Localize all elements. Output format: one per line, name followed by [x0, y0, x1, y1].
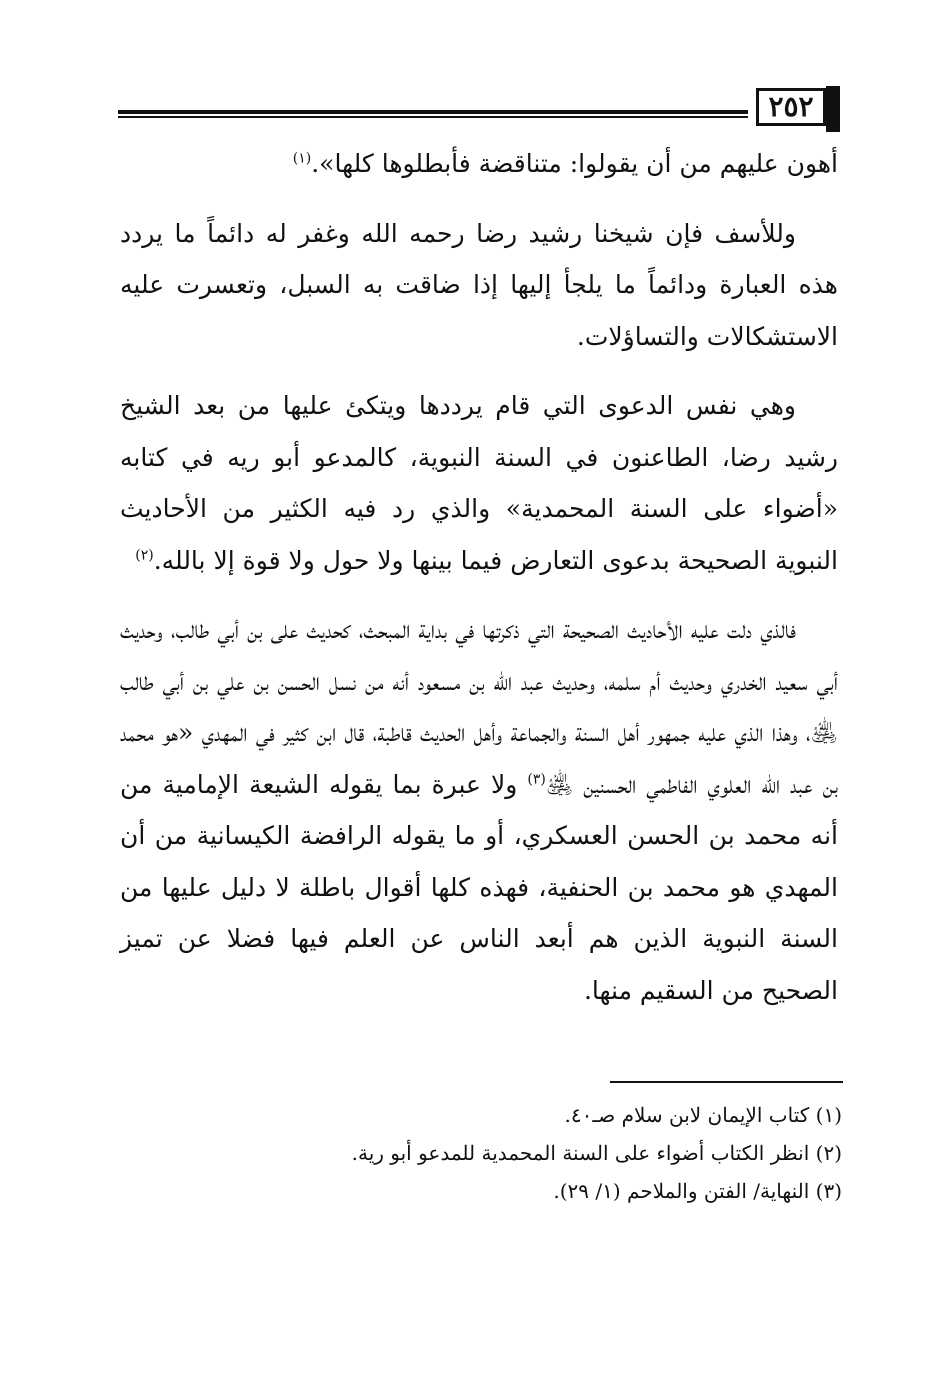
footnote-ref-3: (٣) — [527, 771, 546, 788]
paragraph-2-text: وللأسف فإن شيخنا رشيد رضا رحمه الله وغفر له دائماً ما يردد هذه العبارة ودائماً ما يلجأ إليها إذا ضاقت به السبل، وتعسرت عليه الاستشكالات والتساؤلات. — [120, 218, 838, 351]
footnote-2: (٢) انظر الكتاب أضواء على السنة المحمدية للمدعو أبو رية. — [351, 1141, 842, 1165]
footnote-separator — [610, 1081, 843, 1083]
paragraph-1 — [120, 138, 838, 190]
paragraph-4-text: فالذي دلت عليه الأحاديث الصحيحة التي ذكرتها في بداية المبحث، كحديث على بن أبي طالب، وحديث أبي سعيد الخدري وحديث أم سلمه، وحديث عبد الله بن مسعود أنه من نسل الحسن بن علي بن أبي طالب ﵁، وهذا الذي عليه جمهور أهل السنة والجماعة وأهل الحديث قاطبة، قال ابن كثير في المهدي «هو محمد بن عبد الله العلوي الفاطمي الحسنين ﵁ — [120, 615, 839, 799]
page-number-shadow — [826, 86, 840, 132]
paragraph-3 — [120, 380, 838, 586]
footnote-ref-1: (١) — [292, 150, 312, 167]
page-header — [118, 88, 840, 128]
page-number: ٢٥٢ — [756, 88, 826, 126]
paragraph-4 — [120, 604, 838, 1016]
body-text — [120, 138, 838, 1034]
footnote-ref-2: (٢) — [135, 547, 154, 564]
footnote-1: (١) كتاب الإيمان لابن سلام صـ٤٠. — [564, 1103, 842, 1127]
footnotes — [120, 1096, 842, 1210]
header-rule — [118, 110, 748, 118]
paragraph-4-continuation: ولا عبرة بما يقوله الشيعة الإمامية من أنه محمد بن الحسن العسكري، أو ما يقوله الرافضة الكيسانية من أن المهدي هو محمد بن الحنفية، فهذه كلها أقوال باطلة لا دليل عليها من السنة النبوية الذين هم أبعد الناس عن العلم فيها فضلا عن تميز الصحيح من السقيم منها. — [120, 769, 838, 1005]
footnote-3: (٣) النهاية/ الفتن والملاحم (١/ ٢٩). — [553, 1179, 842, 1203]
paragraph-2 — [120, 208, 838, 363]
paragraph-3-text: وهي نفس الدعوى التي قام يرددها ويتكئ عليها من بعد الشيخ رشيد رضا، الطاعنون في السنة النبوية، كالمدعو أبو ريه في كتابه «أضواء على السنة المحمدية» والذي رد فيه الكثير من الأحاديث النبوية الصحيحة بدعوى التعارض فيما بينها ولا حول ولا قوة إلا بالله. — [120, 391, 838, 575]
paragraph-1-text: أهون عليهم من أن يقولوا: متناقضة فأبطلوها كلها». — [311, 149, 838, 178]
